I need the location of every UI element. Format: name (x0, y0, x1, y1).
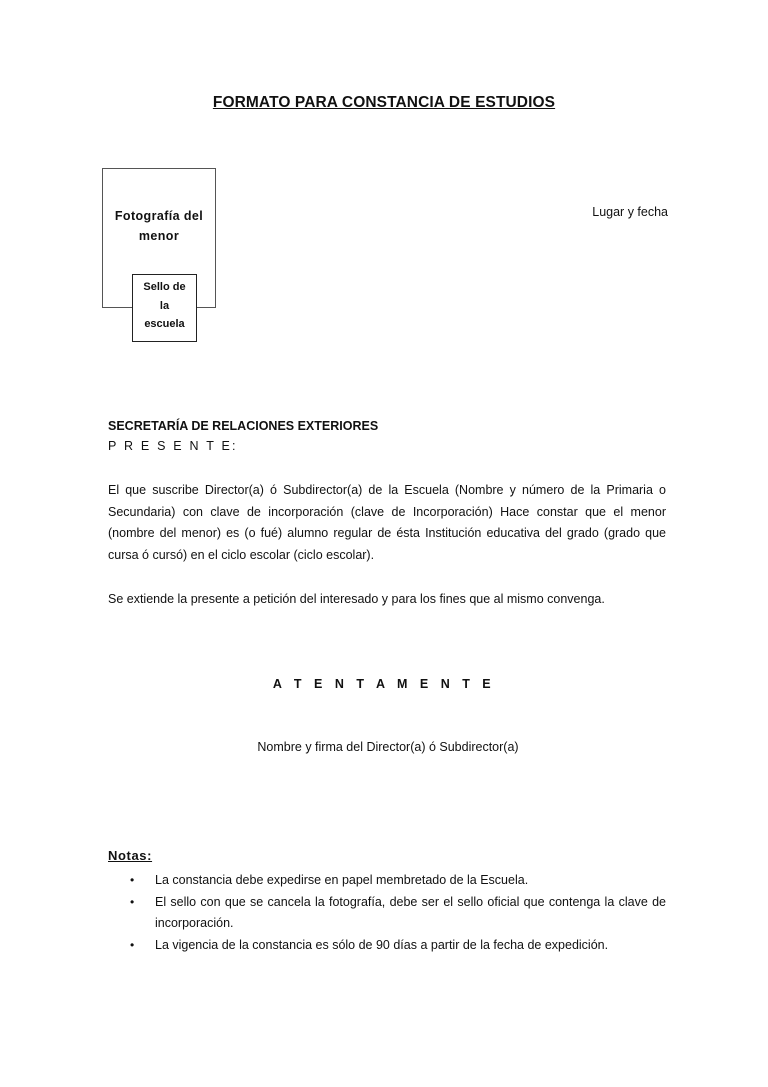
seal-label-line-2: la (159, 299, 170, 312)
place-and-date: Lugar y fecha (592, 205, 668, 219)
photo-label-line-2: menor (138, 229, 180, 243)
body-paragraph-2: Se extiende la presente a petición del interesado y para los fines que al mismo convenga. (108, 592, 605, 606)
signature-line: Nombre y firma del Director(a) ó Subdirector(a) (257, 740, 519, 754)
closing-salutation: A T E N T A M E N T E (272, 677, 496, 691)
document-title: FORMATO PARA CONSTANCIA DE ESTUDIOS (212, 94, 556, 111)
school-seal-label (132, 278, 197, 334)
bullet-icon: • (130, 894, 135, 909)
notes-heading: Notas: (108, 848, 153, 863)
bullet-icon: • (130, 937, 135, 952)
note-text: La vigencia de la constancia es sólo de 90 días a partir de la fecha de expedición. (155, 937, 609, 952)
seal-label-line-1: Sello de (143, 281, 186, 293)
recipient-block (108, 416, 378, 456)
notes-list-item (108, 935, 666, 957)
bullet-icon: • (130, 873, 135, 887)
notes-list (108, 870, 666, 956)
seal-label-line-3: escuela (144, 318, 185, 330)
photo-placeholder-label (102, 206, 216, 246)
body-paragraph-1: El que suscribe Director(a) ó Subdirector(a) de la Escuela (Nombre y número de la Primaria o Secundaria) con clave de incorporación (clave de Incorporación) Hace constar que el menor (nombre del menor) es (o fué) alumno regular de ésta Institución educativa del grado (grado que cursa ó cursó) en el ciclo escolar (ciclo escolar). (108, 483, 666, 562)
note-text: El sello con que se cancela la fotografía, debe ser el sello oficial que contenga la clave de incorporación. (155, 894, 666, 930)
recipient-organization: SECRETARÍA DE RELACIONES EXTERIORES (108, 419, 379, 433)
photo-label-line-1: Fotografía del (114, 209, 204, 223)
note-text: La constancia debe expedirse en papel membretado de la Escuela. (155, 873, 529, 887)
notes-list-item (108, 892, 666, 935)
notes-list-item (108, 870, 666, 892)
recipient-salutation: P R E S E N T E: (108, 439, 238, 453)
